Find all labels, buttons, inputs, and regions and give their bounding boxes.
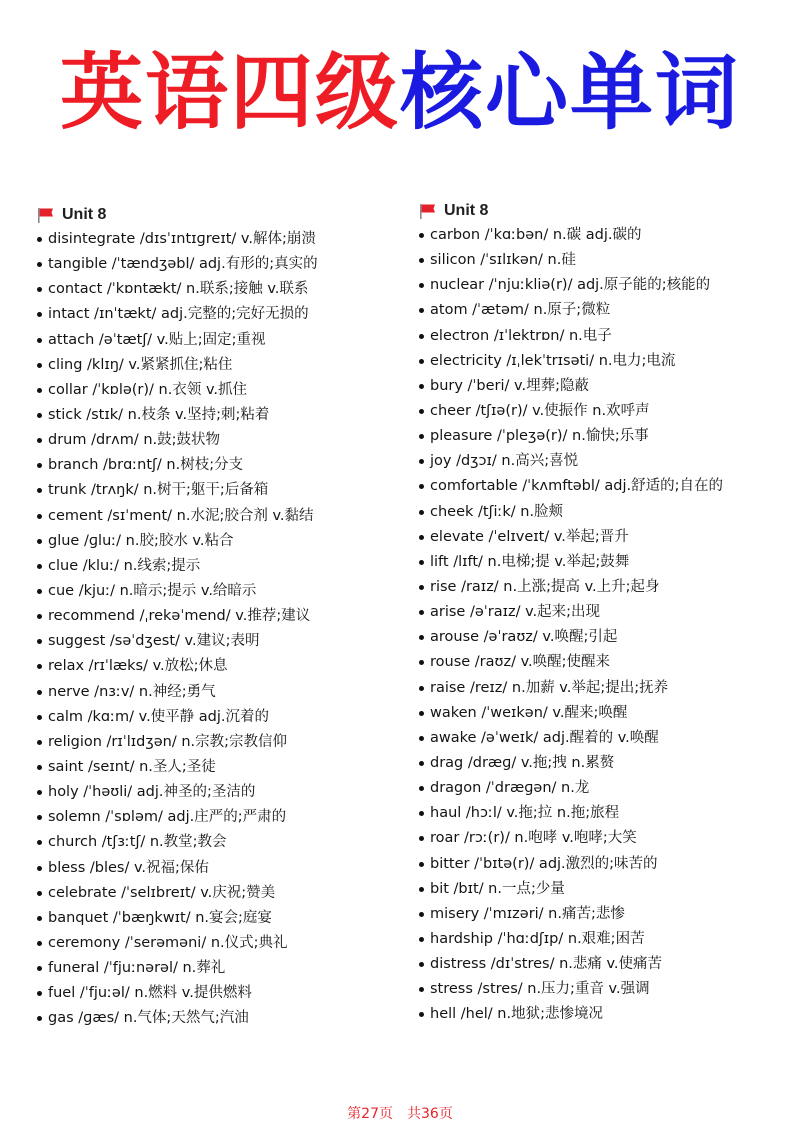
bullet-dot-icon xyxy=(37,740,42,745)
list-item xyxy=(36,302,396,327)
word-entry: bitter /ˈbɪtə(r)/ adj.激烈的;味苦的 xyxy=(430,855,658,872)
bullet-dot-icon xyxy=(419,610,424,615)
bullet-dot-icon xyxy=(419,434,424,439)
bullet-dot-icon xyxy=(419,786,424,791)
unit-label: Unit 8 xyxy=(444,202,489,219)
bullet-dot-icon xyxy=(419,459,424,464)
list-item xyxy=(418,650,778,675)
word-entry: intact /ɪnˈtækt/ adj.完整的;完好无损的 xyxy=(48,306,309,323)
word-entry: carbon /ˈkɑːbən/ n.碳 adj.碳的 xyxy=(430,227,642,243)
bullet-dot-icon xyxy=(419,635,424,640)
word-entry: waken /ˈweɪkən/ v.醒来;唤醒 xyxy=(430,704,628,721)
word-entry: nerve /nɜːv/ n.神经;勇气 xyxy=(48,683,216,700)
page-footer xyxy=(0,1103,800,1123)
bullet-dot-icon xyxy=(37,765,42,770)
bullet-dot-icon xyxy=(37,237,42,242)
list-item xyxy=(36,805,396,830)
bullet-dot-icon xyxy=(419,686,424,691)
word-entry: funeral /ˈfjuːnərəl/ n.葬礼 xyxy=(48,960,226,977)
list-item xyxy=(418,248,778,273)
word-entry: gas /ɡæs/ n.气体;天然气;汽油 xyxy=(48,1010,249,1027)
word-entry: arise /əˈraɪz/ v.起来;出现 xyxy=(430,604,601,621)
unit-heading xyxy=(36,203,396,227)
list-item xyxy=(36,554,396,579)
list-item xyxy=(418,500,778,525)
list-item xyxy=(36,705,396,730)
word-entry: recommend /ˌrekəˈmend/ v.推荐;建议 xyxy=(48,608,311,625)
list-item xyxy=(418,474,778,499)
bullet-dot-icon xyxy=(419,987,424,992)
word-entry: church /tʃɜːtʃ/ n.教堂;教会 xyxy=(48,834,227,851)
list-item xyxy=(418,273,778,298)
bullet-dot-icon xyxy=(37,438,42,443)
list-item xyxy=(418,449,778,474)
bullet-dot-icon xyxy=(419,484,424,489)
list-item xyxy=(36,478,396,503)
word-entry: bit /bɪt/ n.一点;少量 xyxy=(430,880,565,897)
word-entry: contact /ˈkɒntækt/ n.联系;接触 v.联系 xyxy=(48,281,309,298)
word-entry: joy /dʒɔɪ/ n.高兴;喜悦 xyxy=(430,453,579,470)
page-total: 共36页 xyxy=(407,1106,453,1122)
word-entry: electron /ɪˈlektrɒn/ n.电子 xyxy=(430,327,612,344)
bullet-dot-icon xyxy=(37,488,42,493)
bullet-dot-icon xyxy=(419,887,424,892)
word-entry: bury /ˈberi/ v.埋葬;隐蔽 xyxy=(430,377,589,394)
word-entry: cheek /tʃiːk/ n.脸颊 xyxy=(430,503,564,520)
bullet-dot-icon xyxy=(37,287,42,292)
list-item xyxy=(36,956,396,981)
list-item xyxy=(36,604,396,629)
word-entry: cue /kjuː/ n.暗示;提示 v.给暗示 xyxy=(48,582,257,599)
word-entry: lift /lɪft/ n.电梯;提 v.举起;鼓舞 xyxy=(430,553,630,570)
word-entry: disintegrate /dɪsˈɪntɪɡreɪt/ v.解体;崩溃 xyxy=(48,231,316,247)
bullet-dot-icon xyxy=(37,664,42,669)
list-item xyxy=(418,298,778,323)
list-item xyxy=(418,801,778,826)
word-entry: suggest /səˈdʒest/ v.建议;表明 xyxy=(48,633,260,650)
word-entry: cement /sɪˈment/ n.水泥;胶合剂 v.黏结 xyxy=(48,507,314,524)
bullet-dot-icon xyxy=(37,991,42,996)
list-item xyxy=(418,927,778,952)
list-item xyxy=(36,881,396,906)
title-blue-part: 核心单词 xyxy=(400,44,740,141)
list-item xyxy=(36,1006,396,1031)
bullet-dot-icon xyxy=(37,589,42,594)
bullet-dot-icon xyxy=(37,690,42,695)
list-item xyxy=(36,981,396,1006)
list-item xyxy=(418,1002,778,1027)
list-item xyxy=(418,826,778,851)
list-item xyxy=(36,780,396,805)
word-entry: collar /ˈkɒlə(r)/ n.衣领 v.抓住 xyxy=(48,381,248,398)
word-entry: drag /dræɡ/ v.拖;拽 n.累赘 xyxy=(430,754,615,771)
list-item xyxy=(36,755,396,780)
word-entry: awake /əˈweɪk/ adj.醒着的 v.唤醒 xyxy=(430,729,659,746)
list-item xyxy=(36,504,396,529)
word-entry: holy /ˈhəʊli/ adj.神圣的;圣洁的 xyxy=(48,784,256,801)
bullet-dot-icon xyxy=(37,790,42,795)
word-entry: cling /klɪŋ/ v.紧紧抓住;粘住 xyxy=(48,356,233,373)
bullet-dot-icon xyxy=(419,409,424,414)
word-entry: tangible /ˈtændʒəbl/ adj.有形的;真实的 xyxy=(48,256,318,273)
bullet-dot-icon xyxy=(419,585,424,590)
bullet-dot-icon xyxy=(419,560,424,565)
list-item xyxy=(36,227,396,252)
red-flag-icon xyxy=(418,203,438,219)
word-entry: stress /stres/ n.压力;重音 v.强调 xyxy=(430,981,650,998)
word-entry: nuclear /ˈnjuːkliə(r)/ adj.原子能的;核能的 xyxy=(430,277,711,294)
word-entry: solemn /ˈsɒləm/ adj.庄严的;严肃的 xyxy=(48,809,287,826)
list-item xyxy=(418,324,778,349)
word-entry: distress /dɪˈstres/ n.悲痛 v.使痛苦 xyxy=(430,956,663,973)
bullet-dot-icon xyxy=(419,233,424,238)
word-entry: trunk /trʌŋk/ n.树干;躯干;后备箱 xyxy=(48,482,269,499)
bullet-dot-icon xyxy=(37,614,42,619)
bullet-dot-icon xyxy=(419,384,424,389)
bullet-dot-icon xyxy=(37,1016,42,1021)
list-item xyxy=(36,856,396,881)
list-item xyxy=(36,730,396,755)
bullet-dot-icon xyxy=(419,962,424,967)
bullet-dot-icon xyxy=(419,535,424,540)
word-entry: clue /kluː/ n.线索;提示 xyxy=(48,557,201,574)
list-item xyxy=(418,223,778,248)
bullet-dot-icon xyxy=(419,308,424,313)
word-entry: rouse /raʊz/ v.唤醒;使醒来 xyxy=(430,654,611,671)
word-entry: roar /rɔː(r)/ n.咆哮 v.咆哮;大笑 xyxy=(430,830,637,847)
word-entry: saint /seɪnt/ n.圣人;圣徒 xyxy=(48,758,216,775)
page-number: 第27页 xyxy=(347,1106,393,1122)
list-item xyxy=(36,654,396,679)
bullet-dot-icon xyxy=(37,539,42,544)
word-entry: pleasure /ˈpleʒə(r)/ n.愉快;乐事 xyxy=(430,428,649,445)
word-entry: rise /raɪz/ n.上涨;提高 v.上升;起身 xyxy=(430,578,660,595)
list-item xyxy=(36,680,396,705)
bullet-dot-icon xyxy=(37,840,42,845)
list-item xyxy=(418,877,778,902)
word-list xyxy=(36,227,396,1032)
word-entry: misery /ˈmɪzəri/ n.痛苦;悲惨 xyxy=(430,905,625,922)
right-column xyxy=(418,199,778,1028)
list-item xyxy=(418,600,778,625)
list-item xyxy=(36,428,396,453)
word-entry: comfortable /ˈkʌmftəbl/ adj.舒适的;自在的 xyxy=(430,478,724,495)
bullet-dot-icon xyxy=(37,815,42,820)
word-entry: drum /drʌm/ n.鼓;鼓状物 xyxy=(48,432,221,449)
list-item xyxy=(36,453,396,478)
bullet-dot-icon xyxy=(37,891,42,896)
title-red-part: 英语四级 xyxy=(60,44,400,141)
bullet-dot-icon xyxy=(419,761,424,766)
list-item xyxy=(418,751,778,776)
word-entry: celebrate /ˈselɪbreɪt/ v.庆祝;赞美 xyxy=(48,884,276,901)
list-item xyxy=(418,902,778,927)
word-entry: haul /hɔːl/ v.拖;拉 n.拖;旅程 xyxy=(430,805,620,822)
word-entry: fuel /ˈfjuːəl/ n.燃料 v.提供燃料 xyxy=(48,985,252,1002)
bullet-dot-icon xyxy=(419,711,424,716)
bullet-dot-icon xyxy=(419,359,424,364)
word-entry: stick /stɪk/ n.枝条 v.坚持;刺;粘着 xyxy=(48,406,270,423)
bullet-dot-icon xyxy=(419,660,424,665)
list-item xyxy=(418,550,778,575)
list-item xyxy=(36,252,396,277)
word-entry: glue /ɡluː/ n.胶;胶水 v.粘合 xyxy=(48,532,234,549)
word-entry: attach /əˈtætʃ/ v.贴上;固定;重视 xyxy=(48,331,266,348)
bullet-dot-icon xyxy=(37,866,42,871)
bullet-dot-icon xyxy=(37,564,42,569)
word-entry: silicon /ˈsɪlɪkən/ n.硅 xyxy=(430,252,576,269)
list-item xyxy=(36,277,396,302)
list-item xyxy=(418,625,778,650)
list-item xyxy=(418,399,778,424)
word-entry: branch /brɑːntʃ/ n.树枝;分支 xyxy=(48,457,244,474)
list-item xyxy=(418,676,778,701)
list-item xyxy=(418,424,778,449)
word-list xyxy=(418,223,778,1028)
list-item xyxy=(418,525,778,550)
bullet-dot-icon xyxy=(419,836,424,841)
list-item xyxy=(36,529,396,554)
list-item xyxy=(36,629,396,654)
unit-label: Unit 8 xyxy=(62,206,107,223)
bullet-dot-icon xyxy=(37,312,42,317)
word-entry: calm /kɑːm/ v.使平静 adj.沉着的 xyxy=(48,708,270,725)
list-item xyxy=(418,852,778,877)
word-entry: cheer /tʃɪə(r)/ v.使振作 n.欢呼声 xyxy=(430,402,650,419)
bullet-dot-icon xyxy=(419,736,424,741)
bullet-dot-icon xyxy=(37,262,42,267)
word-entry: ceremony /ˈserəməni/ n.仪式;典礼 xyxy=(48,934,288,951)
list-item xyxy=(36,906,396,931)
bullet-dot-icon xyxy=(37,388,42,393)
bullet-dot-icon xyxy=(419,334,424,339)
word-entry: hardship /ˈhɑːdʃɪp/ n.艰难;困苦 xyxy=(430,930,645,947)
word-entry: dragon /ˈdræɡən/ n.龙 xyxy=(430,780,590,797)
list-item xyxy=(36,328,396,353)
list-item xyxy=(418,776,778,801)
bullet-dot-icon xyxy=(37,916,42,921)
list-item xyxy=(418,374,778,399)
list-item xyxy=(36,931,396,956)
bullet-dot-icon xyxy=(37,514,42,519)
bullet-dot-icon xyxy=(37,966,42,971)
bullet-dot-icon xyxy=(37,413,42,418)
bullet-dot-icon xyxy=(419,510,424,515)
list-item xyxy=(418,575,778,600)
bullet-dot-icon xyxy=(37,363,42,368)
bullet-dot-icon xyxy=(419,811,424,816)
list-item xyxy=(418,349,778,374)
bullet-dot-icon xyxy=(419,258,424,263)
bullet-dot-icon xyxy=(419,937,424,942)
bullet-dot-icon xyxy=(37,639,42,644)
bullet-dot-icon xyxy=(419,283,424,288)
bullet-dot-icon xyxy=(37,463,42,468)
bullet-dot-icon xyxy=(37,941,42,946)
bullet-dot-icon xyxy=(37,338,42,343)
word-entry: bless /bles/ v.祝福;保佑 xyxy=(48,859,209,876)
list-item xyxy=(36,353,396,378)
word-entry: hell /hel/ n.地狱;悲惨境况 xyxy=(430,1006,603,1023)
list-item xyxy=(418,977,778,1002)
list-item xyxy=(36,830,396,855)
list-item xyxy=(36,403,396,428)
red-flag-icon xyxy=(36,207,56,223)
bullet-dot-icon xyxy=(419,862,424,867)
bullet-dot-icon xyxy=(419,912,424,917)
page-title xyxy=(0,38,800,148)
word-entry: electricity /ɪˌlekˈtrɪsəti/ n.电力;电流 xyxy=(430,352,676,369)
bullet-dot-icon xyxy=(419,1012,424,1017)
list-item xyxy=(36,579,396,604)
unit-heading xyxy=(418,199,778,223)
bullet-dot-icon xyxy=(37,715,42,720)
word-entry: religion /rɪˈlɪdʒən/ n.宗教;宗教信仰 xyxy=(48,733,288,750)
list-item xyxy=(418,726,778,751)
left-column xyxy=(36,203,396,1032)
word-entry: elevate /ˈelɪveɪt/ v.举起;晋升 xyxy=(430,528,629,545)
list-item xyxy=(36,378,396,403)
list-item xyxy=(418,952,778,977)
word-entry: arouse /əˈraʊz/ v.唤醒;引起 xyxy=(430,629,618,646)
word-entry: raise /reɪz/ n.加薪 v.举起;提出;抚养 xyxy=(430,679,669,696)
list-item xyxy=(418,701,778,726)
word-entry: relax /rɪˈlæks/ v.放松;休息 xyxy=(48,658,228,675)
word-entry: atom /ˈætəm/ n.原子;微粒 xyxy=(430,302,611,319)
word-entry: banquet /ˈbæŋkwɪt/ n.宴会;庭宴 xyxy=(48,909,272,926)
